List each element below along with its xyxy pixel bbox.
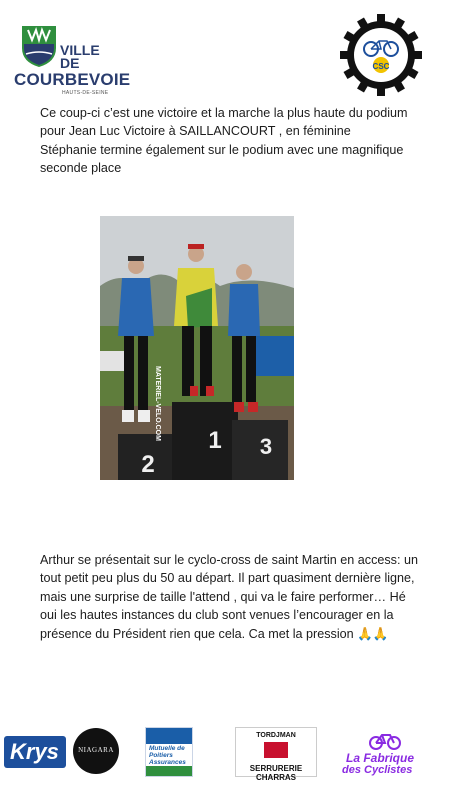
mutuelle-blue-band: [146, 728, 192, 744]
sponsor-niagara-logo: [73, 728, 119, 774]
sponsor-charras-top-text: TORDJMAN: [256, 732, 296, 739]
logo-line-courbevoie: COURBEVOIE: [14, 70, 131, 89]
bicycle-icon: [368, 731, 402, 751]
gear-badge-icon: [340, 14, 422, 96]
podium-place-1: 1: [208, 427, 222, 454]
sponsor-krys-logo: [4, 736, 66, 768]
sponsor-mutuelle-text: Mutuelle de Poitiers Assurances: [149, 745, 186, 766]
mutuelle-green-band: [146, 766, 192, 776]
podium-photo: [100, 216, 294, 480]
sponsor-charras-bottom-text: SERRURERIE CHARRAS: [249, 764, 303, 782]
courbevoie-logo: [14, 24, 131, 96]
courbevoie-emblem-icon: [20, 24, 58, 68]
csc-logo-text: CSC: [372, 62, 390, 71]
logo-line-ville: VILLE: [60, 42, 100, 58]
podium-place-2: 2: [141, 451, 155, 478]
charras-emblem-icon: [264, 742, 288, 758]
sponsor-niagara-text: NIAGARA: [78, 746, 114, 754]
podium-place-3: 3: [259, 434, 273, 459]
sponsor-krys-text: Krys: [10, 739, 59, 764]
logo-line-de: DE: [60, 55, 80, 71]
jersey-text: MATERIEL-VELO.COM: [154, 366, 161, 441]
sponsor-fabrique-logo: [340, 731, 426, 775]
sponsor-charras-logo: [235, 727, 317, 782]
sponsor-fabrique-line2: des Cyclistes: [342, 764, 413, 776]
article-paragraph-2: Arthur se présentait sur le cyclo-cross de saint Martin en access: un tout petit peu plus du 50 au départ. Il part quasiment dernière ligne, mais une surprise de taille l'attend , qui va le faire performer… Hé oui les hautes instances du club sont venues l’encourager en la présence du Président rien que cela. Ca met la pression 🙏🙏: [40, 553, 418, 641]
article-paragraph-1: Ce coup-ci c’est une victoire et la marche la plus haute du podium pour Jean Luc Victoire à SAILLANCOURT , en féminine Stéphanie termine également sur le podium avec une magnifique seconde place: [40, 106, 408, 176]
sponsor-mutuelle-logo: [145, 727, 193, 777]
sponsor-fabrique-line1: La Fabrique: [346, 751, 415, 765]
csc-club-logo: [340, 14, 422, 96]
logo-tagline: HAUTS-DE-SEINE: [62, 90, 109, 96]
